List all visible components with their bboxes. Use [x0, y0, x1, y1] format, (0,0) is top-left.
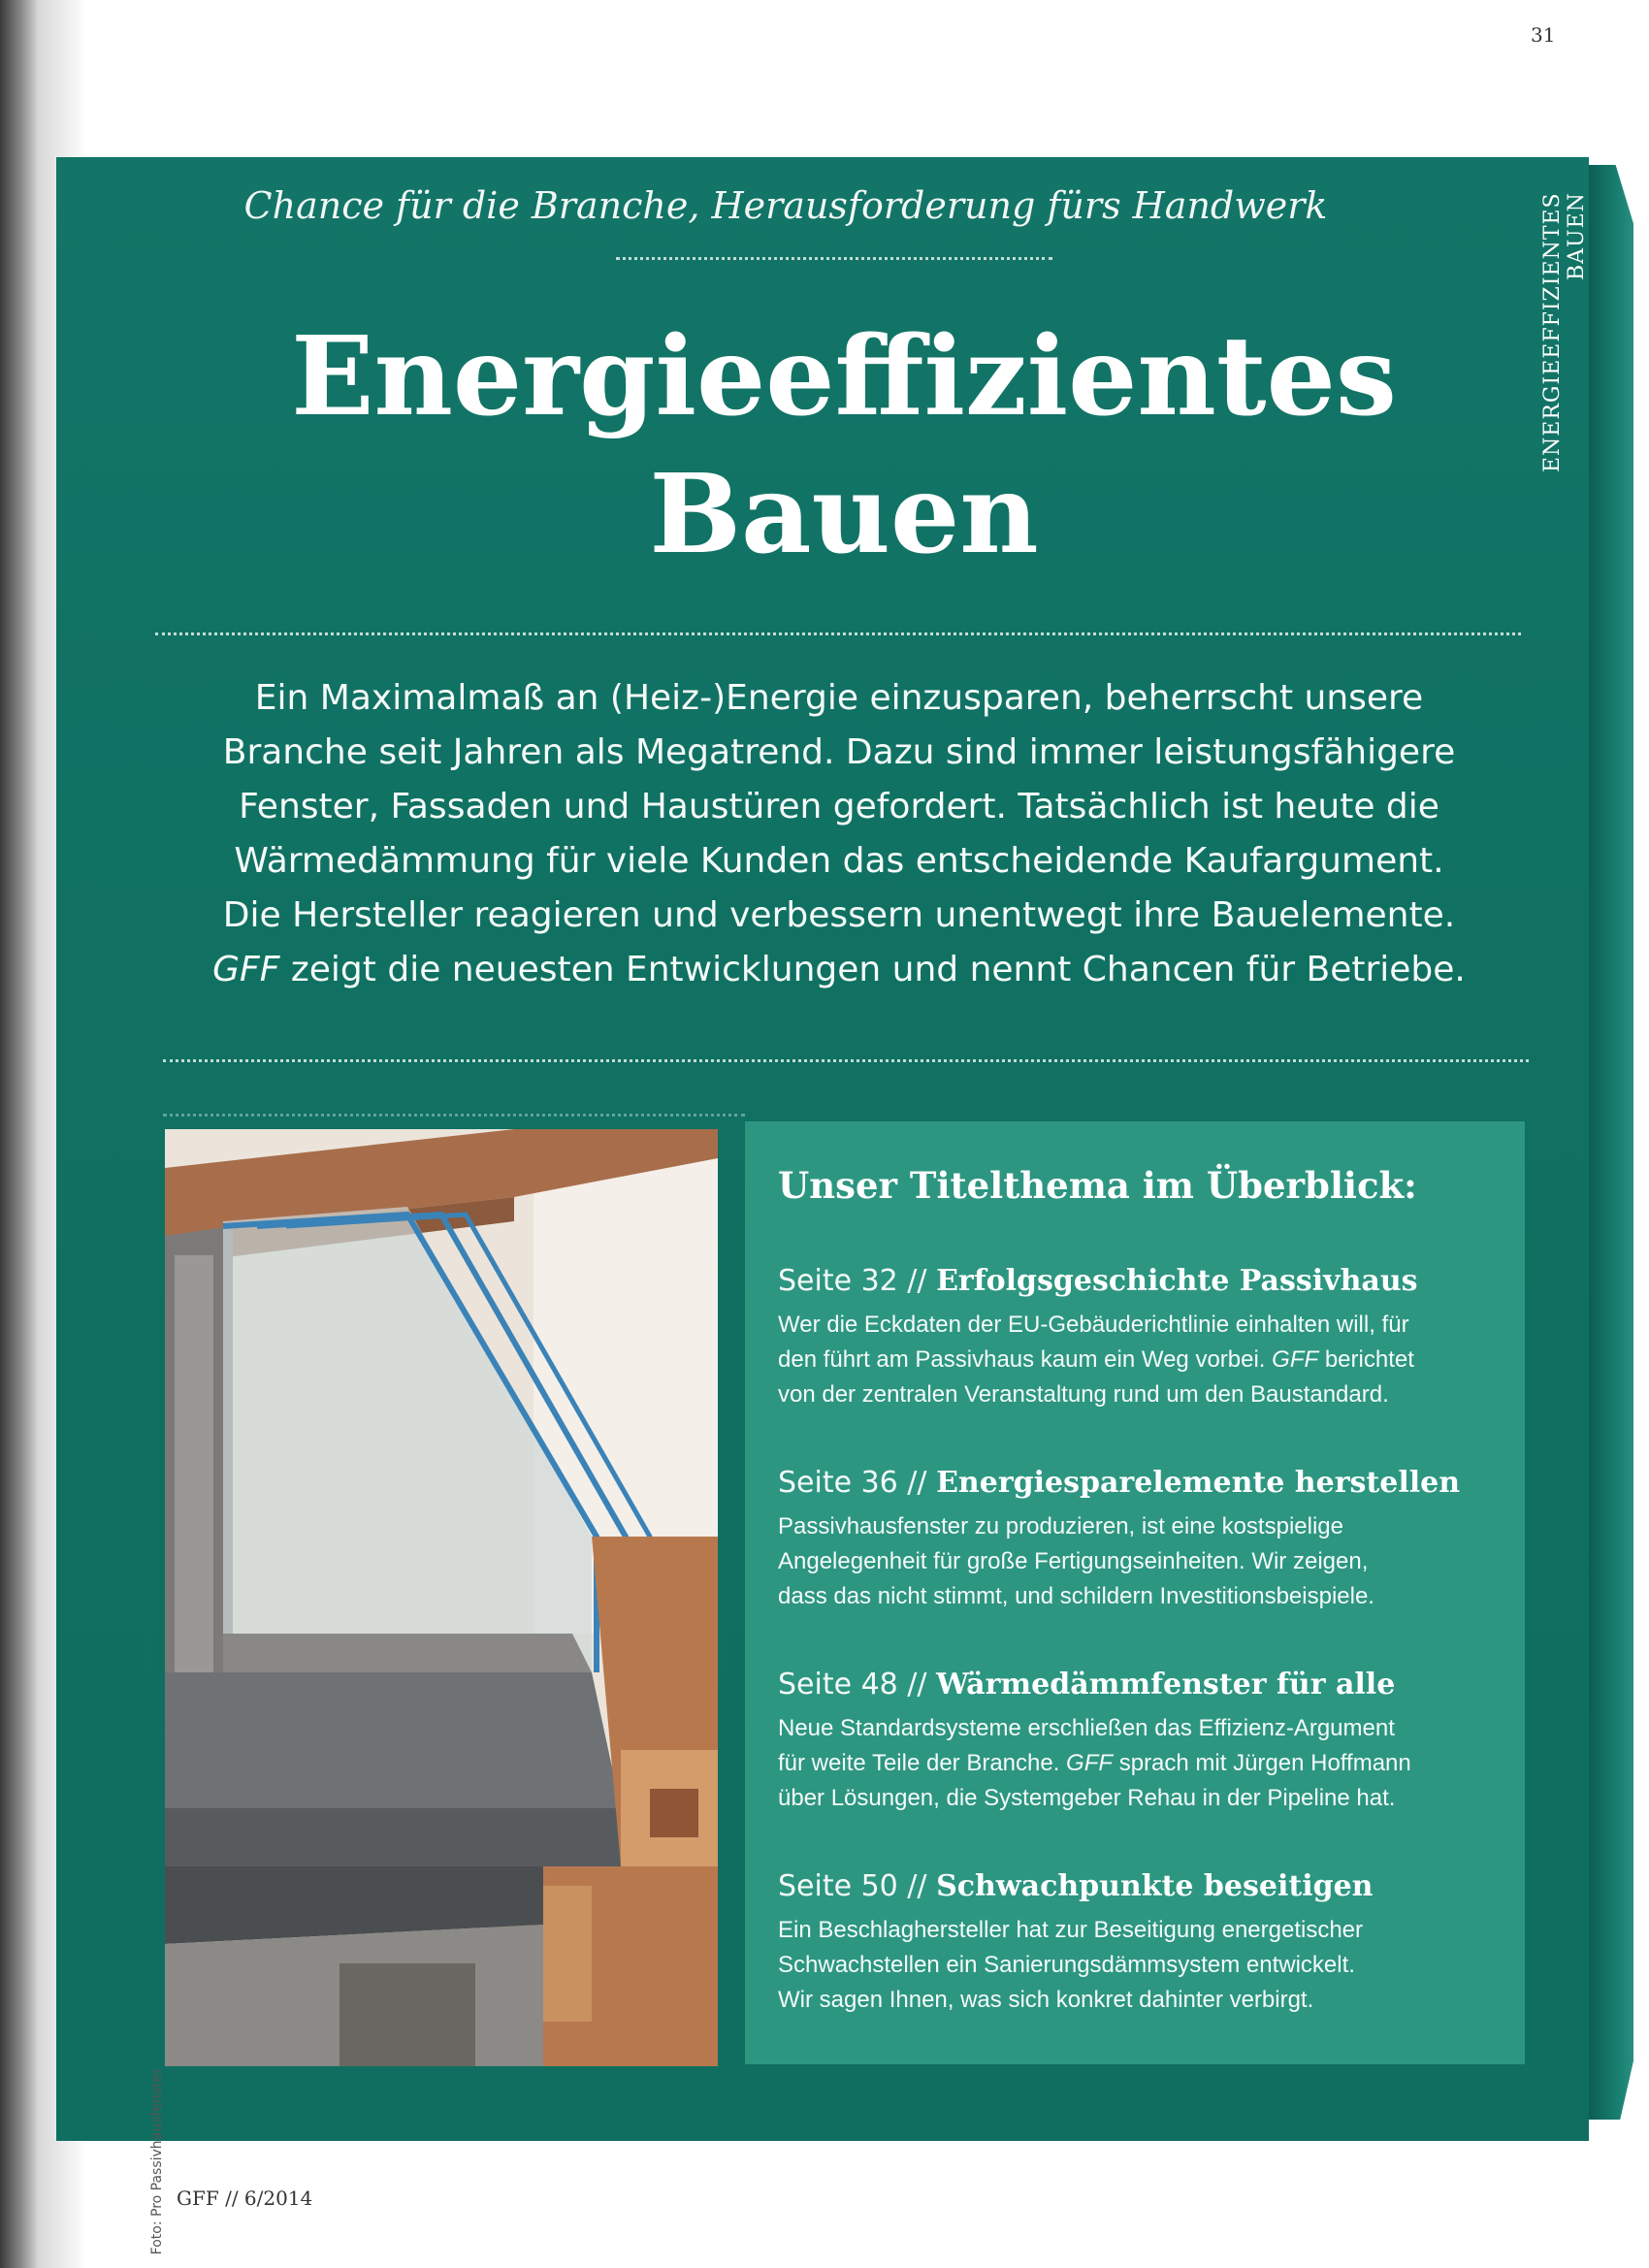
article-title: Schwachpunkte beseitigen [936, 1869, 1374, 1903]
overview-item-text [778, 1711, 1496, 1816]
text-line: von der zentralen Veranstaltung rund um den Baustandard. [778, 1381, 1389, 1408]
overview-item-title [778, 1465, 1496, 1502]
window-section-illustration [165, 1129, 718, 2066]
page-reference: Seite 32 [778, 1264, 898, 1298]
text-line: über Lösungen, die Systemgeber Rehau in der Pipeline hat. [778, 1785, 1396, 1811]
magazine-name: GFF [212, 950, 280, 989]
text-fragment: sprach mit Jürgen Hoffmann [1113, 1750, 1411, 1776]
overview-item-text [778, 1913, 1496, 2018]
lead-line: Fenster, Fassaden und Haustüren gefordert. Tatsächlich ist heute die [239, 787, 1439, 826]
lead-line: Branche seit Jahren als Megatrend. Dazu sind immer leistungsfähigere [222, 732, 1456, 772]
lead-line [160, 943, 1518, 997]
overview-item-title [778, 1263, 1496, 1300]
text-fragment: berichtet [1318, 1346, 1414, 1373]
text-line: Wer die Eckdaten der EU-Gebäuderichtlinie einhalten will, für [778, 1312, 1409, 1338]
text-line: Schwachstellen ein Sanierungsdämmsystem entwickelt. [778, 1952, 1355, 1978]
text-fragment: den führt am Passivhaus kaum ein Weg vorbei. [778, 1346, 1273, 1373]
separator: // [897, 1466, 937, 1500]
text-line [778, 1746, 1496, 1781]
separator: // [897, 1869, 937, 1903]
separator: // [897, 1668, 937, 1701]
lead-line: Die Hersteller reagieren und verbessern unentwegt ihre Bauelemente. [222, 895, 1456, 935]
text-fragment: für weite Teile der Branche. [778, 1750, 1067, 1776]
lead-line: Wärmedämmung für viele Kunden das entscheidende Kaufargument. [234, 841, 1444, 881]
title-divider [155, 632, 1521, 635]
overview-heading: Unser Titelthema im Überblick: [778, 1164, 1417, 1207]
window-cross-section-photo [165, 1129, 718, 2066]
page-title-line-1: Energieeffizientes [291, 313, 1397, 440]
lead-paragraph [160, 671, 1518, 997]
lead-line-text: zeigt die neuesten Entwicklungen und nennt Chancen für Betriebe. [279, 950, 1466, 989]
lead-line: Ein Maximalmaß an (Heiz-)Energie einzusparen, beherrscht unsere [254, 678, 1424, 718]
kicker-divider [616, 257, 1052, 260]
kicker-subtitle: Chance für die Branche, Herausforderung fürs Handwerk [243, 184, 1328, 227]
panel-fold-edge [1589, 165, 1633, 2120]
text-line: Angelegenheit für große Fertigungseinheiten. Wir zeigen, [778, 1548, 1369, 1574]
text-line [778, 1343, 1496, 1377]
lead-divider [163, 1059, 1529, 1062]
overview-box [745, 1121, 1525, 2064]
page-reference: Seite 36 [778, 1466, 898, 1500]
article-title: Wärmedämmfenster für alle [936, 1668, 1396, 1701]
page-title [97, 308, 1591, 584]
article-title: Erfolgsgeschichte Passivhaus [936, 1264, 1418, 1298]
photo-credit: Foto: Pro Passivhausfenster [149, 2068, 165, 2255]
page-number: 31 [1531, 23, 1556, 47]
overview-item [778, 1263, 1496, 1412]
text-line: Passivhausfenster zu produzieren, ist eine kostspielige [778, 1513, 1343, 1539]
text-line: Ein Beschlaghersteller hat zur Beseitigung energetischer [778, 1917, 1364, 1943]
magazine-name: GFF [1066, 1750, 1114, 1776]
overview-item [778, 1465, 1496, 1614]
text-line: Wir sagen Ihnen, was sich konkret dahinter verbirgt. [778, 1987, 1314, 2013]
page-title-line-2: Bauen [649, 451, 1039, 578]
article-title: Energiesparelemente herstellen [936, 1466, 1461, 1500]
side-section-label: ENERGIEEFFIZIENTES BAUEN [1540, 192, 1589, 472]
overview-item [778, 1868, 1496, 2018]
image-top-divider [163, 1114, 745, 1117]
page-reference: Seite 48 [778, 1668, 898, 1701]
overview-item-title [778, 1868, 1496, 1905]
overview-item-text [778, 1308, 1496, 1412]
overview-item-text [778, 1509, 1496, 1614]
overview-item-title [778, 1667, 1496, 1703]
text-line: Neue Standardsysteme erschließen das Effizienz-Argument [778, 1715, 1395, 1741]
page-reference: Seite 50 [778, 1869, 898, 1903]
text-line: dass das nicht stimmt, und schildern Investitionsbeispiele. [778, 1583, 1374, 1609]
overview-item [778, 1667, 1496, 1816]
separator: // [897, 1264, 937, 1298]
footer-issue-label: GFF // 6/2014 [177, 2187, 313, 2210]
magazine-name: GFF [1272, 1346, 1319, 1373]
